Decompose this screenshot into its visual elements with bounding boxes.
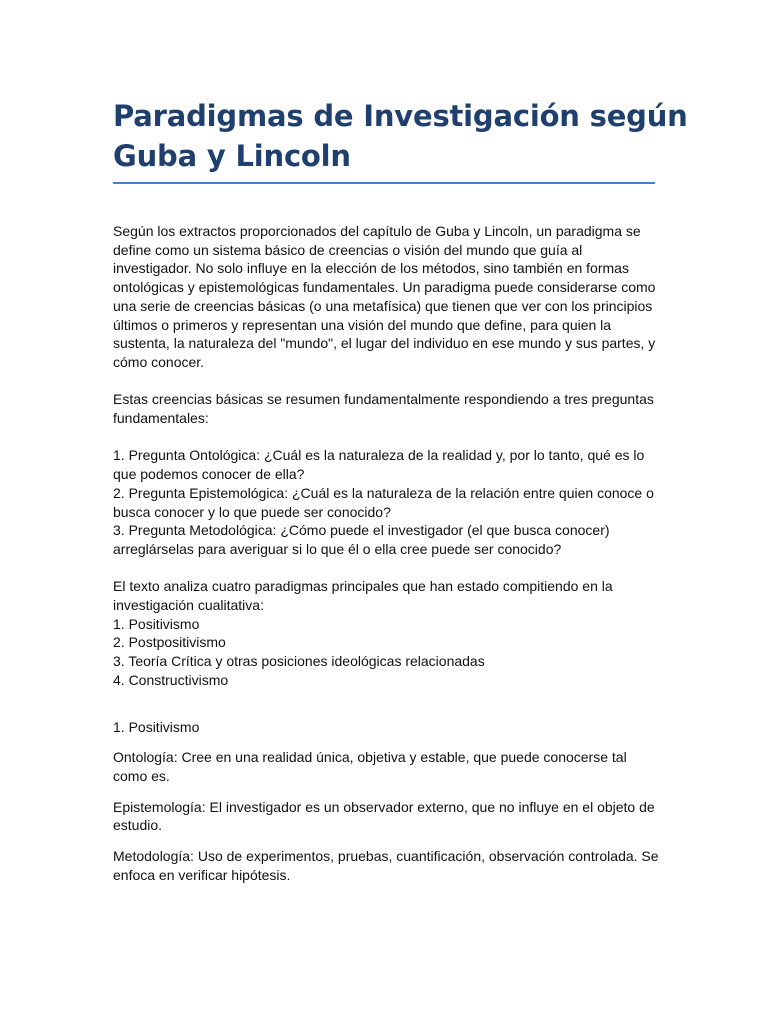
document-page (113, 96, 688, 884)
text-line: Metodología: Uso de experimentos, pruebas, cuantificación, observación controlada. Se (113, 848, 659, 865)
text-line: investigador. No solo influye en la elección de los métodos, sino también en formas (113, 260, 629, 277)
title-line: Guba y Lincoln (113, 139, 351, 173)
text-line: estudio. (113, 817, 163, 834)
beliefs-paragraph (113, 390, 655, 427)
text-line: 2. Postpositivismo (113, 634, 226, 651)
title-underline (113, 182, 655, 184)
intro-paragraph (113, 222, 655, 372)
text-line: que podemos conocer de ella? (113, 466, 305, 483)
text-line: 4. Constructivismo (113, 671, 229, 688)
text-line: 1. Positivismo (113, 615, 200, 632)
text-line: como es. (113, 767, 170, 784)
text-line: 2. Pregunta Epistemológica: ¿Cuál es la naturaleza de la relación entre quien conoce o (113, 484, 654, 501)
questions-list (113, 446, 655, 558)
text-line: últimos o primeros y representan una visión del mundo que define, para quien la (113, 316, 612, 333)
text-line: Según los extractos proporcionados del capítulo de Guba y Lincoln, un paradigma se (113, 223, 641, 239)
text-line: cómo conocer. (113, 353, 205, 370)
text-line: enfoca en verificar hipótesis. (113, 866, 291, 883)
text-line: 1. Positivismo (113, 718, 200, 735)
text-line: investigación cualitativa: (113, 597, 264, 614)
text-line: arreglárselas para averiguar si lo que él o ella cree puede ser conocido? (113, 540, 562, 557)
ontologia-paragraph (113, 748, 655, 785)
text-line: 1. Pregunta Ontológica: ¿Cuál es la naturaleza de la realidad y, por lo tanto, qué es lo (113, 447, 645, 464)
text-line: 3. Teoría Crítica y otras posiciones ideológicas relacionadas (113, 653, 485, 670)
text-line: una serie de creencias básicas (o una metafísica) que tienen que ver con los principios (113, 297, 653, 314)
text-line: define como un sistema básico de creencias o visión del mundo que guía al (113, 241, 583, 258)
text-line: sustenta, la naturaleza del "mundo", el lugar del individuo en ese mundo y sus partes, y (113, 335, 656, 352)
metodologia-paragraph (113, 847, 659, 884)
document-title (113, 96, 688, 182)
text-line: Ontología: Cree en una realidad única, objetiva y estable, que puede conocerse tal (113, 749, 627, 766)
text-line: 3. Pregunta Metodológica: ¿Cómo puede el investigador (el que busca conocer) (113, 522, 610, 539)
section-heading (113, 718, 655, 737)
text-line: El texto analiza cuatro paradigmas principales que han estado compitiendo en la (113, 578, 613, 595)
title-line: Paradigmas de Investigación según (113, 99, 688, 133)
text-line: ontológicas y epistemológicas fundamentales. Un paradigma puede considerarse como (113, 279, 656, 296)
paradigms-list (113, 577, 655, 689)
text-line: Estas creencias básicas se resumen fundamentalmente respondiendo a tres preguntas (113, 391, 654, 408)
text-line: fundamentales: (113, 410, 209, 427)
text-line: Epistemología: El investigador es un observador externo, que no influye en el objeto de (113, 798, 655, 815)
text-line: busca conocer y lo que puede ser conocido? (113, 503, 391, 520)
document-body (113, 222, 659, 884)
epistemologia-paragraph (113, 798, 655, 835)
